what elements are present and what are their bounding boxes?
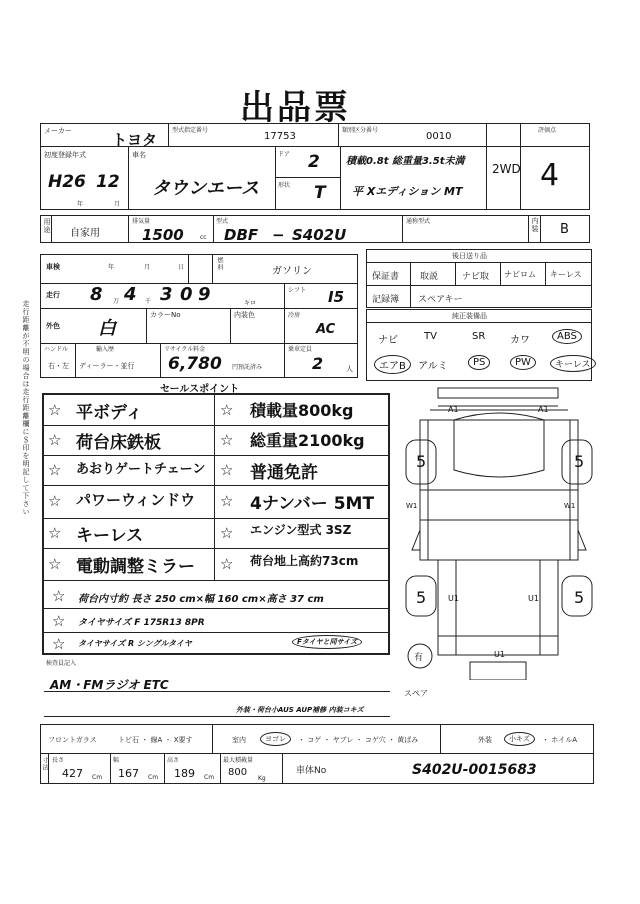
- side-note: 走行距離が不明の場合は走行距離欄に＄印を明記して下さい: [22, 300, 30, 516]
- mileage-d2: 4: [124, 284, 137, 305]
- color-no-label: カラーNo: [150, 311, 181, 319]
- sales-point-mark: ☆: [48, 555, 62, 573]
- mileage-u1: 万: [113, 298, 120, 305]
- first-reg-year-unit: 年: [77, 201, 84, 208]
- first-reg-month-unit: 月: [114, 201, 121, 208]
- spare-label: スペア: [404, 689, 428, 698]
- page-title: 出品票: [240, 88, 351, 128]
- mark-a1-left: A1: [448, 405, 459, 414]
- mark-5-fr: 5: [574, 452, 585, 471]
- mileage-label: 走行: [46, 291, 60, 299]
- equipment-sr: SR: [472, 331, 486, 342]
- spec-line1: 積載0.8t 総重量3.5t未満: [346, 156, 465, 167]
- sales-point-mark: ☆: [220, 524, 234, 542]
- cabin-options: ・ コゲ ・ ヤブレ ・ コゲ穴 ・ 黄ばみ: [298, 736, 419, 744]
- equipment-alumi: アルミ: [418, 361, 448, 372]
- recycle-value: 6,780: [168, 354, 222, 374]
- car-name-label: 車名: [132, 151, 146, 159]
- vin-label: 車体No: [296, 766, 327, 776]
- sales-point-text: パワーウィンドウ: [76, 491, 196, 509]
- first-reg-label: 初度登録年式: [44, 151, 86, 159]
- doors-value: 2: [308, 152, 320, 172]
- dims-label: 寸法: [41, 757, 48, 771]
- mark-yu: 有: [414, 653, 424, 663]
- mark-u1-bottom: U1: [494, 650, 505, 659]
- displacement-unit: cc: [200, 234, 207, 241]
- recycle-label: リサイクル料金: [164, 346, 206, 353]
- mileage-u2: 千: [145, 298, 152, 305]
- sales-point-mark: ☆: [220, 401, 234, 419]
- mark-u1-left: U1: [448, 594, 459, 603]
- category-number-label: 類別区分番号: [342, 127, 379, 134]
- mark-a1-right: A1: [538, 405, 549, 414]
- sales-point-mark: ☆: [220, 492, 234, 510]
- ac-label: 冷房: [288, 312, 301, 319]
- windshield-options: トビ石 ・ 線A ・ X要す: [118, 736, 193, 744]
- sales-point-text: あおりゲートチェーン: [76, 462, 206, 477]
- cabin-label: 室内: [232, 736, 246, 744]
- shift-value: I5: [328, 288, 345, 306]
- model-designation-value: 17753: [264, 131, 296, 142]
- first-reg-era: H26: [48, 172, 86, 192]
- inspection-year: 年: [108, 264, 115, 271]
- mark-5-rr: 5: [574, 588, 585, 607]
- handle-label: ハンドル: [44, 346, 69, 353]
- sales-point-mark: ☆: [48, 401, 62, 419]
- load-value: 800: [228, 767, 248, 778]
- ext-note: 外装・荷台小AUS AUP補修 内装コキズ: [236, 706, 364, 714]
- sales-point-text: 荷台床鉄板: [76, 433, 161, 453]
- equipment-navi: ナビ: [378, 335, 398, 346]
- sales-point-mark: ☆: [48, 431, 62, 449]
- load-label: 最大積載量: [223, 757, 254, 764]
- load-unit: Kg: [258, 775, 266, 782]
- sales-point-mark: ☆: [48, 461, 62, 479]
- equipment-pw: PW: [510, 355, 536, 370]
- interior-label: 内装色: [234, 311, 255, 319]
- length-unit: Cm: [92, 774, 103, 781]
- mark-5-rl: 5: [416, 588, 427, 607]
- equipment-header: 純正装備品: [452, 312, 487, 320]
- car-name-value: タウンエース: [152, 178, 260, 199]
- record-book-label: 記録簿: [372, 295, 400, 305]
- shape-value: T: [314, 183, 326, 203]
- type-value: S402U: [292, 226, 347, 244]
- tire1-text: タイヤサイズ F 175R13 8PR: [78, 618, 205, 628]
- bed-size-text: 荷台内寸約 長さ 250 cm×幅 160 cm×高さ 37 cm: [78, 594, 324, 605]
- height-value: 189: [174, 767, 195, 780]
- sales-point-mark: ☆: [48, 524, 62, 542]
- fuel-value: ガソリン: [272, 266, 312, 277]
- import-history-label: 輸入歴: [96, 346, 115, 353]
- after-items-header: 後日送り品: [452, 252, 487, 260]
- handle-value: 右・左: [48, 362, 69, 370]
- windshield-label: フロントガラス: [48, 736, 97, 744]
- inspection-label: 車検: [46, 263, 60, 271]
- recycle-unit: 円預託済み: [232, 364, 263, 371]
- sales-point-text: 普通免許: [250, 463, 318, 483]
- fuel-label: 燃料: [216, 257, 223, 271]
- sales-point-text: 荷台地上高約73cm: [250, 554, 359, 568]
- capacity-label: 乗車定員: [288, 346, 313, 353]
- import-value: B: [560, 222, 569, 237]
- inspection-day: 日: [178, 264, 185, 271]
- tire1-mark: ☆: [52, 612, 66, 630]
- import-label: 内装: [531, 217, 539, 233]
- displacement-label: 排気量: [132, 218, 151, 225]
- mark-w1-left: W1: [406, 502, 418, 510]
- shape-label: 形状: [278, 182, 291, 189]
- inspector-note-label: 検査員記入: [46, 660, 77, 667]
- equipment-abs: ABS: [552, 329, 582, 344]
- sales-point-mark: ☆: [220, 555, 234, 573]
- sales-point-text: 電動調整ミラー: [76, 557, 195, 577]
- mark-u1-right: U1: [528, 594, 539, 603]
- inspector-note-value: AM・FMラジオ ETC: [50, 678, 169, 692]
- length-label: 長さ: [52, 757, 65, 764]
- doors-label: ドア: [278, 151, 290, 158]
- sales-point-text: 4ナンバー 5MT: [250, 494, 375, 514]
- maker-value: トヨタ: [112, 131, 158, 149]
- ac-value: AC: [316, 322, 336, 337]
- equipment-keyless: キーレス: [550, 355, 596, 372]
- mileage-d5: 9: [198, 284, 211, 305]
- purpose-label: 用途: [43, 218, 51, 234]
- purpose-value: 自家用: [70, 228, 100, 239]
- type-dash: −: [272, 226, 285, 244]
- sales-points-header: セールスポイント: [160, 384, 240, 395]
- after-item-2: 取説: [420, 272, 439, 282]
- height-label: 高さ: [167, 757, 180, 764]
- model-designation-label: 型式指定番号: [172, 127, 209, 134]
- width-unit: Cm: [148, 774, 159, 781]
- sales-point-text: 積載量800kg: [250, 401, 354, 420]
- mark-5-fl: 5: [416, 452, 427, 471]
- after-item-4: ナビロム: [504, 270, 536, 279]
- first-reg-month: 12: [96, 172, 120, 192]
- after-item-5: キーレス: [550, 270, 582, 279]
- score-label: 評価点: [538, 127, 557, 134]
- cabin-circled: ヨゴレ: [260, 732, 291, 746]
- height-unit: Cm: [204, 774, 215, 781]
- mileage-unit: キロ: [244, 300, 257, 307]
- sales-point-text: 平ボディ: [76, 403, 143, 423]
- width-label: 幅: [113, 757, 120, 764]
- vin-value: S402U-0015683: [412, 762, 537, 778]
- equipment-ps: PS: [468, 355, 490, 370]
- capacity-value: 2: [312, 354, 324, 373]
- after-item-1: 保証書: [372, 272, 400, 282]
- sales-point-mark: ☆: [48, 492, 62, 510]
- inspection-month: 月: [144, 264, 151, 271]
- color-value: 白: [98, 318, 116, 339]
- equipment-airbag: エアB: [374, 355, 411, 374]
- sales-point-mark: ☆: [220, 431, 234, 449]
- bed-size-mark: ☆: [52, 587, 66, 605]
- sales-point-text: キーレス: [76, 526, 144, 546]
- sales-point-mark: ☆: [220, 461, 234, 479]
- displacement-value: 1500: [142, 226, 184, 244]
- mileage-d3: 3: [160, 284, 173, 305]
- equipment-tv: TV: [424, 331, 437, 342]
- spec-line2: 平 Xエディション MT: [352, 185, 463, 198]
- category-number-value: 0010: [426, 131, 452, 142]
- shift-label: シフト: [288, 287, 307, 294]
- tire2-text: タイヤサイズ R シングルタイヤ: [78, 639, 192, 648]
- tire2-circled: Fタイヤと同サイズ: [292, 635, 362, 649]
- maker-label: メーカー: [44, 127, 72, 135]
- exterior-options: ・ ホイルA: [542, 736, 578, 744]
- after-item-3: ナビ取: [462, 272, 490, 282]
- tire2-mark: ☆: [52, 635, 66, 653]
- type-prefix: DBF: [224, 226, 259, 244]
- vehicle-diagram: [398, 380, 600, 680]
- equipment-leather: カワ: [510, 335, 530, 346]
- common-type-label: 通称型式: [406, 218, 431, 225]
- mileage-d1: 8: [90, 284, 103, 305]
- capacity-unit: 人: [346, 365, 353, 373]
- width-value: 167: [118, 767, 139, 780]
- mark-w1-right: W1: [564, 502, 576, 510]
- sales-point-text: 総重量2100kg: [250, 431, 365, 450]
- length-value: 427: [62, 767, 83, 780]
- mileage-d4: 0: [180, 284, 193, 305]
- sales-point-text: エンジン型式 3SZ: [250, 523, 352, 537]
- score-value: 4: [540, 158, 560, 193]
- record-book-value: スペアキー: [418, 295, 463, 305]
- exterior-circled: 小キズ: [504, 732, 535, 746]
- import-history-value: ディーラー・並行: [79, 362, 135, 370]
- drive-value: 2WD: [492, 162, 521, 176]
- type-label: 型式: [216, 218, 229, 225]
- color-label: 外色: [46, 322, 60, 330]
- exterior-label: 外装: [478, 736, 492, 744]
